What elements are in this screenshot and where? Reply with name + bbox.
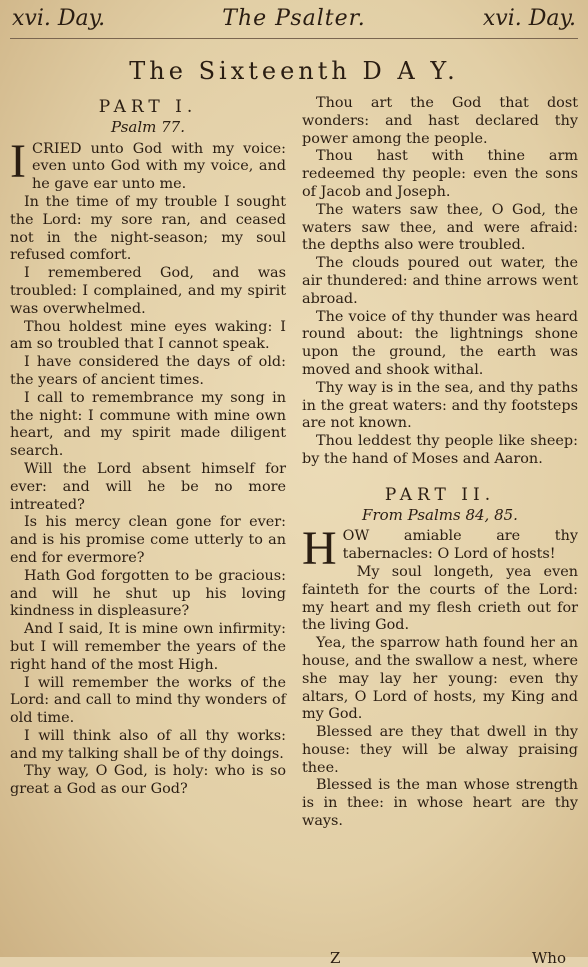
left-column: [10, 95, 286, 831]
signature-mark: Z: [330, 949, 341, 967]
part1-verse-10: And I said, It is mine own infirmity: but I will remember the years of the right hand of the most High.: [10, 621, 286, 673]
header-left: xvi. Day.: [12, 6, 106, 31]
header-center: The Psalter.: [222, 6, 366, 31]
verse-text: CRIED unto God with my voice: even unto God with my voice, and he gave ear unto me.: [31, 140, 286, 193]
part2-verse-1: [302, 522, 578, 576]
part2-verse-5: Blessed is the man whose strength is in thee: in whose heart are thy ways.: [302, 777, 578, 830]
part2-heading: PART II.: [384, 484, 496, 505]
dropcap-i: I: [10, 134, 26, 188]
dropcap-h: H: [302, 522, 337, 576]
col2-verse-5: The voice of thy thunder was heard round about: the lightnings shone upon the ground, the earth was moved and shook withal.: [302, 308, 578, 378]
part2-verse-3: Yea, the sparrow hath found her an house, and the swallow a nest, where she may lay her young: even thy altars, O Lord of hosts, my King and my God.: [302, 635, 578, 723]
running-head: [10, 6, 578, 39]
part1-verse-5: I have considered the days of old: the years of ancient times.: [10, 354, 286, 388]
part1-verse-2: In the time of my trouble I sought the Lord: my sore ran, and ceased not in the night-season; my soul refused comfort.: [10, 193, 286, 264]
col2-verse-1: Thou art the God that dost wonders: and hast declared thy power among the people.: [302, 95, 578, 147]
part2-verse-4: Blessed are they that dwell in thy house: they will be alway praising thee.: [302, 724, 578, 776]
part1-verse-8: Is his mercy clean gone for ever: and is his promise come utterly to an end for evermore?: [10, 514, 286, 566]
part1-heading: PART I.: [98, 97, 198, 117]
part2-verse-2: My soul longeth, yea even fainteth for the courts of the Lord: my heart and my flesh crieth out for the living God.: [302, 563, 578, 634]
part1-verse-7: Will the Lord absent himself for ever: and will he be no more intreated?: [10, 460, 286, 513]
col2-verse-3: The waters saw thee, O God, the waters saw thee, and were afraid: the depths also were troubled.: [302, 201, 578, 254]
col2-verse-2: Thou hast with thine arm redeemed thy people: even the sons of Jacob and Joseph.: [302, 148, 578, 200]
header-right: xvi. Day.: [482, 6, 576, 31]
part1-verse-3: I remembered God, and was troubled: I complained, and my spirit was overwhelmed.: [10, 265, 286, 317]
part1-verse-13: Thy way, O God, is holy: who is so great a God as our God?: [10, 763, 286, 798]
part1-verse-9: Hath God forgotten to be gracious: and will he shut up his loving kindness in displeasure?: [10, 567, 286, 620]
part1-verse-1: [10, 134, 286, 194]
col2-verse-7: Thou leddest thy people like sheep: by the hand of Moses and Aaron.: [302, 433, 578, 467]
col2-verse-6: Thy way is in the sea, and thy paths in the great waters: and thy footsteps are not known.: [302, 379, 578, 432]
right-column: [302, 95, 578, 831]
part1-psalm: Psalm 77.: [111, 117, 185, 136]
verse-text: OW amiable are thy tabernacles: O Lord of hosts!: [342, 528, 578, 563]
part1-verse-11: I will remember the works of the Lord: and call to mind thy wonders of old time.: [10, 674, 286, 727]
col2-verse-4: The clouds poured out water, the air thundered: and thine arrows went abroad.: [302, 255, 578, 307]
text-columns: [10, 95, 578, 831]
part1-verse-4: Thou holdest mine eyes waking: I am so troubled that I cannot speak.: [10, 318, 286, 353]
part1-verse-12: I will think also of all thy works: and my talking shall be of thy doings.: [10, 727, 286, 762]
part2-psalm: From Psalms 84, 85.: [362, 505, 518, 524]
catchword: Who: [531, 949, 566, 967]
day-title: The Sixteenth D A Y.: [129, 57, 459, 85]
part1-verse-6: I call to remembrance my song in the night: I commune with mine own heart, and my spirit made diligent search.: [10, 389, 286, 460]
